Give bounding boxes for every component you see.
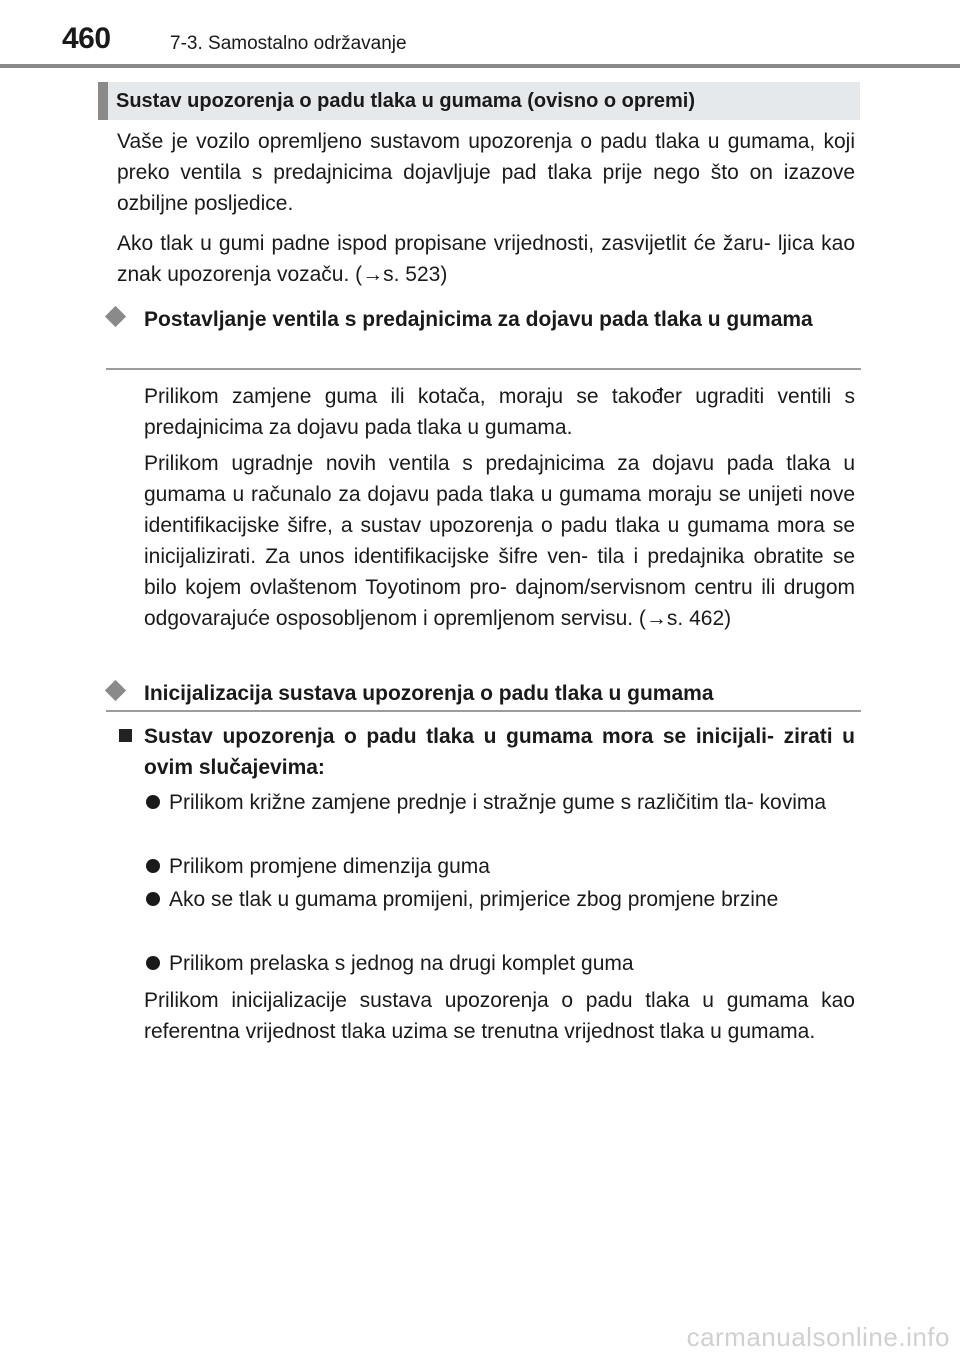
valves-paragraph-1: Prilikom zamjene guma ili kotača, moraju se također ugraditi ventili s predajnicima za dojavu pada tlaka u gumama. [144, 385, 855, 439]
list-item-text: Prilikom križne zamjene prednje i stražnje gume s različitim tla- kovima [169, 791, 827, 814]
list-item-text: Prilikom promjene dimenzija guma [169, 855, 490, 878]
watermark: carmanualsonline.info [686, 1322, 950, 1352]
intro-paragraph-2: Ako tlak u gumi padne ispod propisane vrijednosti, zasvijetlit će žaru- ljica kao znak upozorenja vozaču. (→s. 523) [117, 232, 855, 286]
initialization-cases-title: Sustav upozorenja o padu tlaka u gumama mora se inicijali- zirati u ovim slučajevima: [144, 725, 855, 779]
section-heading-bar [98, 82, 860, 120]
subsection-rule [106, 368, 861, 370]
subsection-rule [106, 710, 861, 712]
chapter-title: 7-3. Samostalno održavanje [170, 33, 407, 54]
section-title: Sustav upozorenja o padu tlaka u gumama (ovisno o opremi) [116, 90, 695, 112]
subsection-title-valves: Postavljanje ventila s predajnicima za dojavu pada tlaka u gumama [144, 308, 813, 331]
round-bullet-icon [146, 859, 160, 873]
valves-paragraph-2: Prilikom ugradnje novih ventila s predajnicima za dojavu pada tlaka u gumama u računalo za dojavu pada tlaka u gumama moraju se unijeti nove identifikacijske šifre, a sustav upozorenja o padu tlaka u gumama mora se inicijalizirati. Za unos identifikacijske šifre ven- tila i predajnika obratite se bilo kojem ovlaštenom Toyotinom pro- dajnom/servisnom centru ili drugom odgovarajuće osposobljenom i opremljenom servisu. (→s. 462) [144, 452, 855, 630]
list-item-text: Prilikom prelaska s jednog na drugi komplet guma [169, 952, 634, 975]
header-rule [0, 64, 960, 68]
square-bullet-icon [119, 729, 132, 742]
diamond-bullet-icon [105, 306, 126, 327]
diamond-bullet-icon [105, 680, 126, 701]
round-bullet-icon [146, 956, 160, 970]
page-number: 460 [62, 22, 111, 55]
list-item-text: Ako se tlak u gumama promijeni, primjerice zbog promjene brzine [169, 888, 779, 911]
round-bullet-icon [146, 795, 160, 809]
subsection-title-initialization: Inicijalizacija sustava upozorenja o padu tlaka u gumama [144, 682, 714, 705]
round-bullet-icon [146, 892, 160, 906]
initialization-closing-paragraph: Prilikom inicijalizacije sustava upozorenja o padu tlaka u gumama kao referentna vrijednost tlaka uzima se trenutna vrijednost tlaka u gumama. [144, 989, 855, 1043]
intro-paragraph-1: Vaše je vozilo opremljeno sustavom upozorenja o padu tlaka u gumama, koji preko ventila s predajnicima dojavljuje pad tlaka prije nego što on izazove ozbiljne posljedice. [117, 130, 855, 215]
